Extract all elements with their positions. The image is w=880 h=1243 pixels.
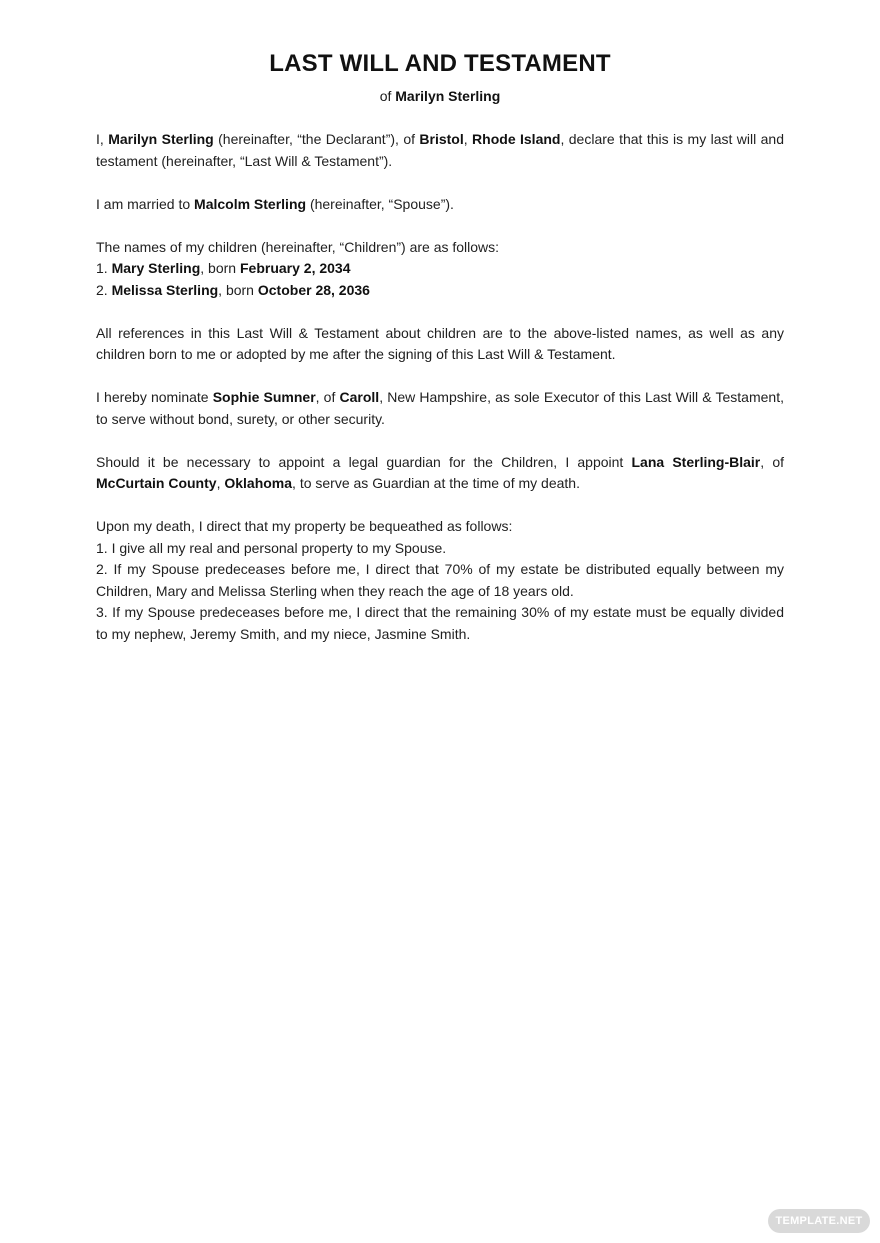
guardian-text: , [216, 475, 225, 491]
guardian-paragraph [96, 452, 784, 495]
bequests-paragraph [96, 516, 784, 645]
subtitle-prefix: of [379, 88, 396, 104]
executor-text: I hereby nominate [96, 389, 213, 405]
guardian-state: Oklahoma [224, 475, 293, 491]
references-paragraph: All references in this Last Will & Testament about children are to the above-listed names, as well as any children born to me or adopted by me after the signing of this Last Will & Testament. [96, 324, 784, 362]
testator-name: Marilyn Sterling [395, 88, 501, 104]
spouse-text: I am married to [96, 195, 195, 212]
bequest-item: 2. If my Spouse predeceases before me, I direct that 70% of my estate be distributed equally between my Children, Mary and Melissa Sterling when they reach the age of 18 years old. [96, 561, 784, 599]
bequests-intro: Upon my death, I direct that my property be bequeathed as follows: [96, 518, 513, 534]
guardian-county: McCurtain County [96, 475, 217, 491]
executor-name: Sophie Sumner [212, 389, 316, 405]
guardian-name: Lana Sterling-Blair [631, 453, 761, 470]
child-birthdate: October 28, 2036 [257, 281, 370, 298]
child-text: , born [218, 281, 258, 298]
spouse-text: (hereinafter, “Spouse”). [306, 195, 454, 212]
child-number: 1. [96, 260, 112, 276]
executor-city: Caroll [339, 389, 380, 405]
child-text: , born [200, 260, 240, 276]
child-number: 2. [96, 281, 112, 298]
guardian-text: , of [760, 453, 785, 470]
bequest-item: 1. I give all my real and personal property to my Spouse. [96, 539, 447, 556]
child-birthdate: February 2, 2034 [239, 260, 351, 276]
document-subtitle [0, 88, 880, 104]
declarant-name: Marilyn Sterling [108, 131, 214, 147]
children-intro: The names of my children (hereinafter, “Children”) are as follows: [96, 238, 500, 255]
executor-text: , New Hampshire, as sole Executor of this Last Will & Testament, to serve without bond, surety, or other security. [96, 389, 784, 427]
declaration-text: , declare that this is my last will and testament (hereinafter, “Last Will & Testament”). [96, 131, 785, 169]
guardian-text: , to serve as Guardian at the time of my death. [292, 475, 580, 491]
document-body [96, 129, 784, 667]
spouse-name: Malcolm Sterling [194, 195, 307, 212]
declaration-paragraph [96, 129, 784, 172]
guardian-text: Should it be necessary to appoint a legal guardian for the Children, I appoint [96, 453, 632, 470]
declaration-text: , [463, 131, 473, 147]
template-watermark: TEMPLATE.NET [768, 1209, 870, 1233]
declarant-city: Bristol [419, 131, 464, 147]
executor-paragraph [96, 387, 784, 430]
spouse-paragraph [96, 194, 784, 216]
child-name: Mary Sterling [111, 260, 201, 276]
declarant-state: Rhode Island [472, 131, 561, 147]
children-paragraph [96, 237, 784, 302]
child-item [96, 258, 784, 280]
declaration-text: I, [96, 131, 109, 147]
declaration-text: (hereinafter, “the Declarant”), of [213, 131, 420, 147]
child-name: Melissa Sterling [111, 281, 219, 298]
document-title: LAST WILL AND TESTAMENT [269, 50, 611, 77]
executor-text: , of [315, 389, 340, 405]
bequest-item: 3. If my Spouse predeceases before me, I direct that the remaining 30% of my estate must be equally divided to my nephew, Jeremy Smith, and my niece, Jasmine Smith. [96, 604, 784, 642]
child-item [96, 280, 784, 302]
